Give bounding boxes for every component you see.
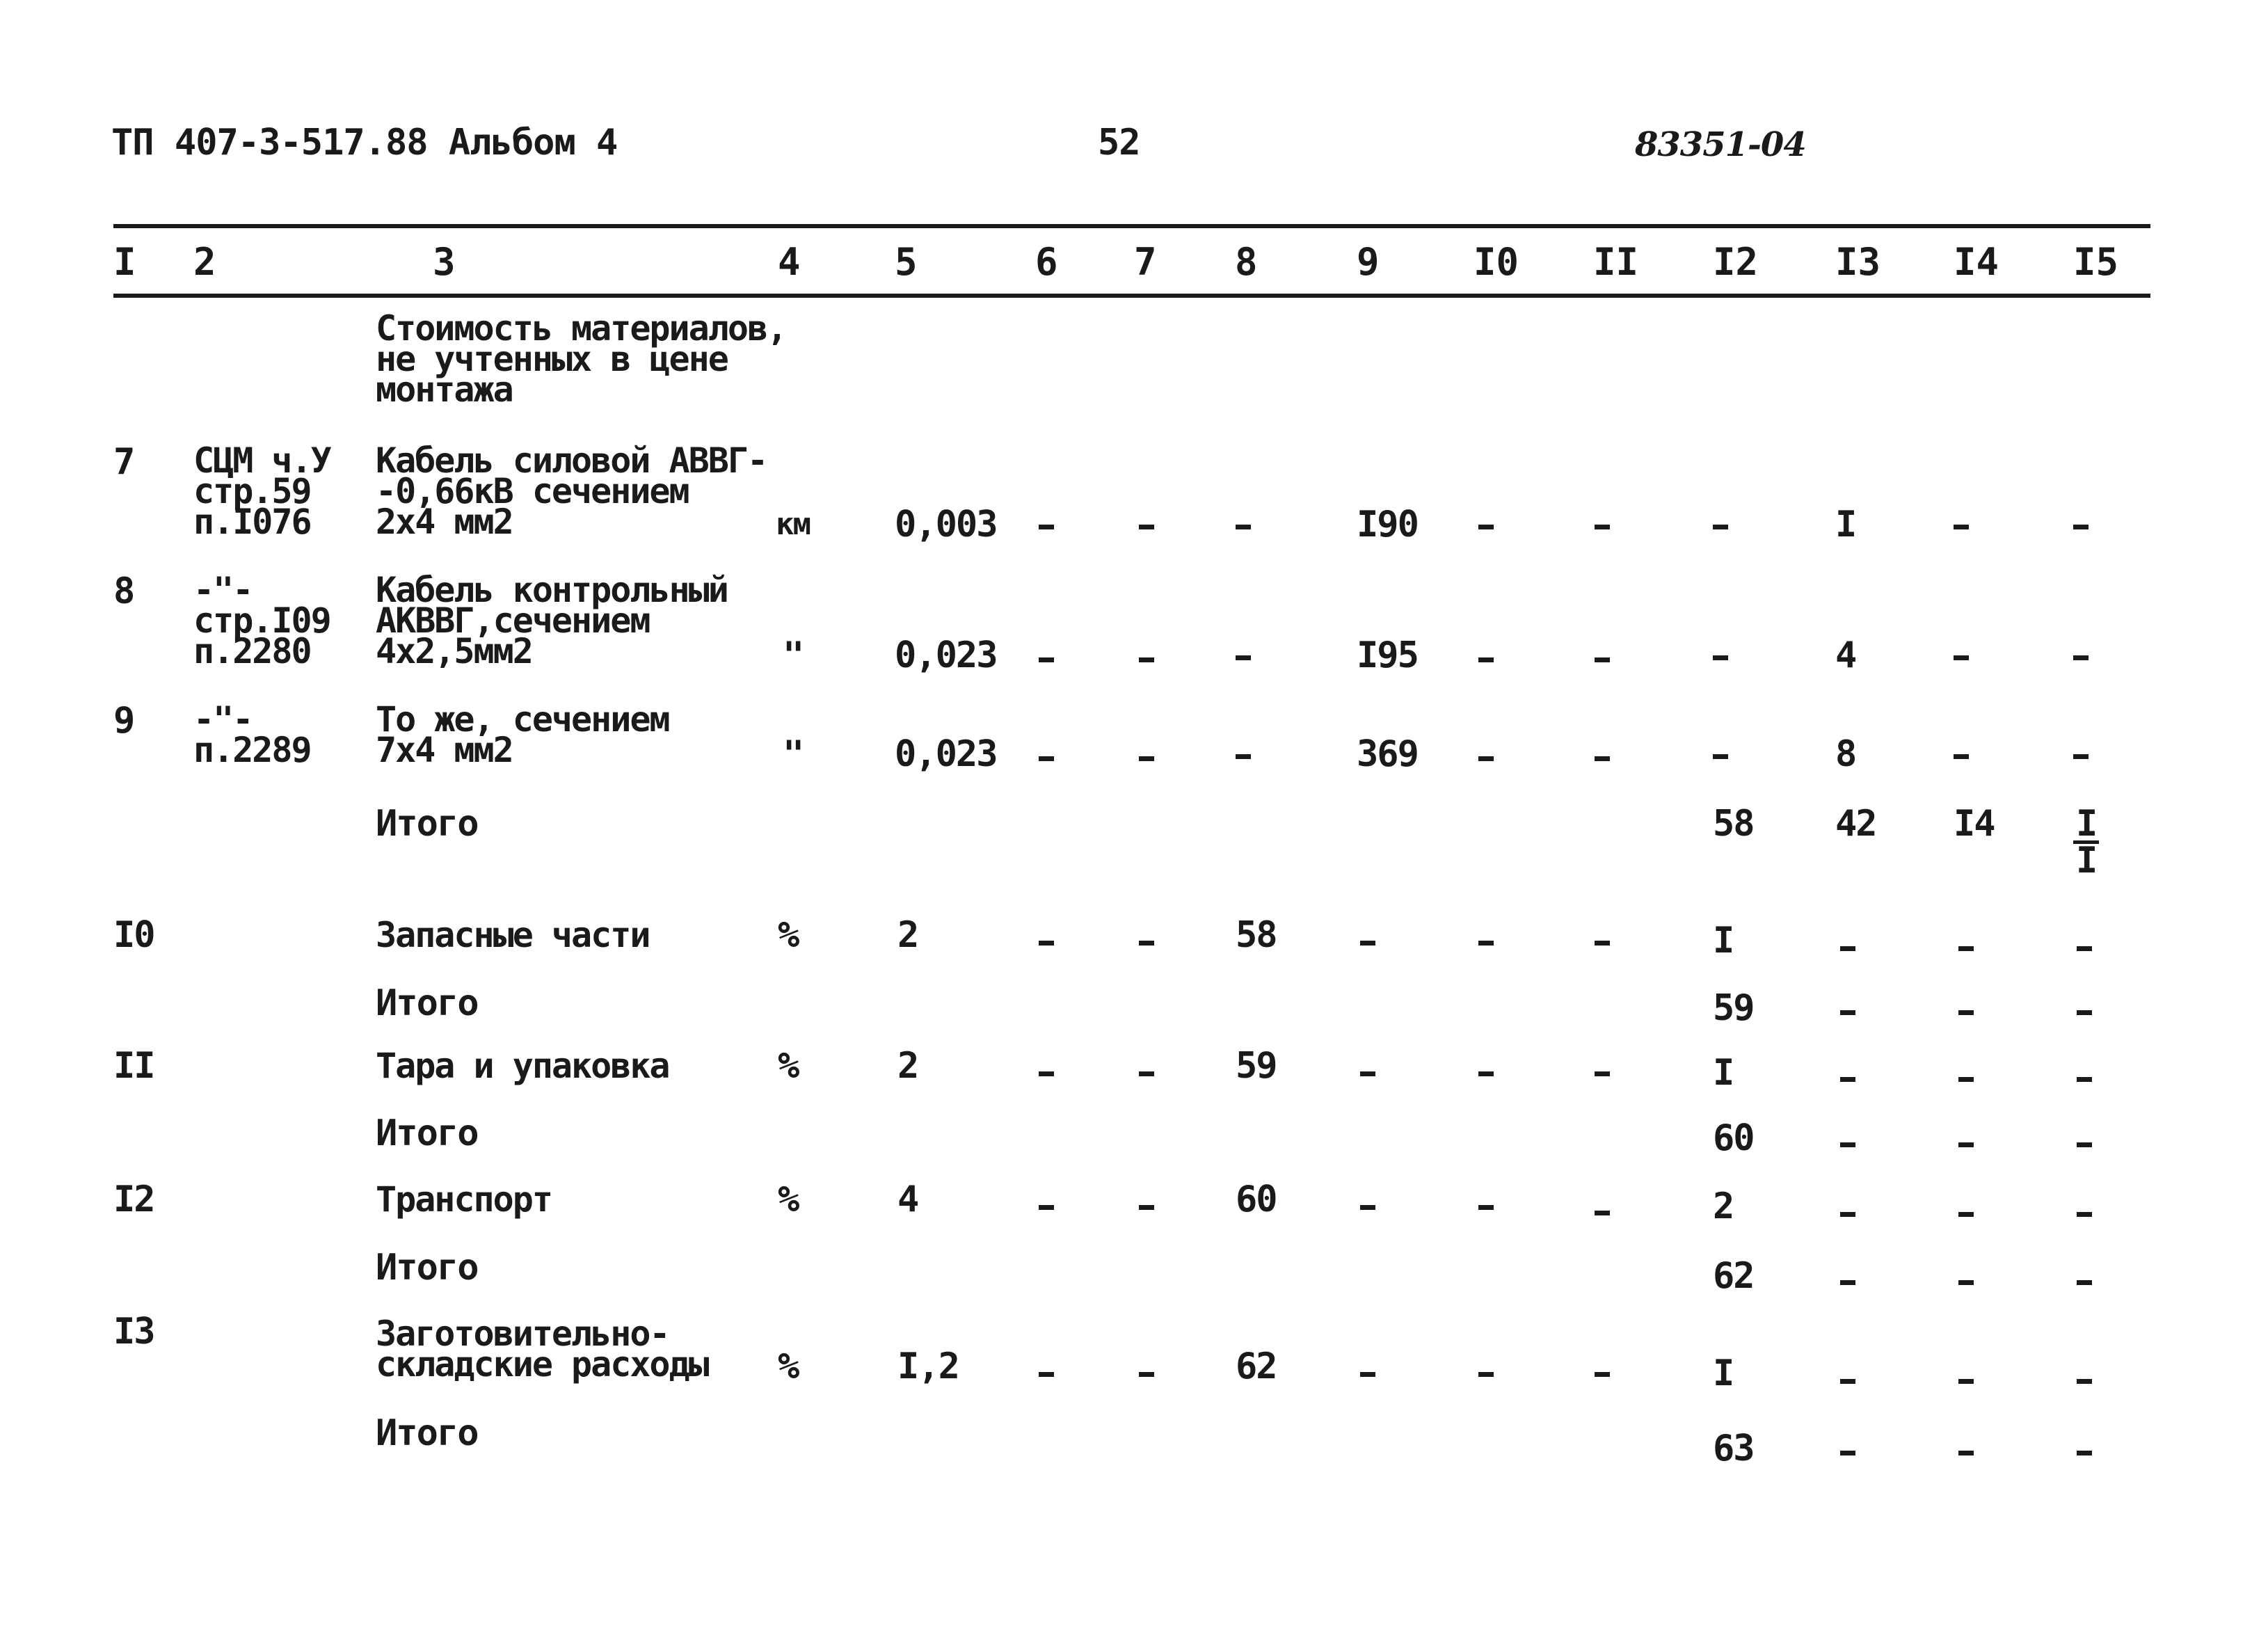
rate: 2 (897, 1045, 918, 1087)
dash (1039, 657, 1054, 662)
source-line: п.2289 (193, 730, 311, 770)
dash (1840, 1379, 1855, 1384)
col14-value (1954, 737, 1969, 771)
row-number: I3 (113, 1311, 154, 1353)
dash (1595, 1211, 1610, 1215)
dash (1039, 756, 1054, 761)
dash (1478, 941, 1494, 946)
dash (1139, 1372, 1154, 1377)
col12-value: 58 (1713, 803, 1754, 845)
col13-value: I (1835, 504, 1856, 545)
column-number: 8 (1235, 240, 1258, 284)
handwritten-reference: 83351-04 (1635, 125, 1806, 164)
column-number: I5 (2073, 240, 2119, 284)
rate: 2 (897, 914, 918, 956)
item-name: Тара и упаковка (376, 1046, 669, 1086)
dash (2077, 1280, 2092, 1285)
source-line: стр.I09 (193, 600, 330, 641)
subtotal-label: Итого (376, 1112, 478, 1154)
col8-value: 59 (1236, 1045, 1277, 1087)
col12-value (1713, 639, 1728, 672)
dash (1039, 1071, 1054, 1076)
source-reference (193, 440, 330, 542)
dash (1039, 525, 1054, 529)
dash (1595, 1071, 1610, 1076)
dash (1958, 1077, 1974, 1082)
heading-line: Стоимость материалов, (376, 308, 787, 349)
col15-value (2073, 508, 2089, 541)
dash (1478, 1205, 1494, 1210)
dash (2077, 1010, 2092, 1015)
row-number: 7 (113, 441, 134, 483)
dash (2077, 1142, 2092, 1147)
dash (1478, 657, 1494, 662)
quantity: 0,023 (895, 635, 997, 676)
document-code: ТП 407-3-517.88 Альбом 4 (111, 122, 618, 163)
dash (1360, 941, 1375, 946)
dash (1840, 946, 1855, 951)
source-line: п.2280 (193, 631, 311, 671)
unit: км (776, 507, 810, 542)
dash (1958, 1280, 1974, 1285)
dash (1360, 1205, 1375, 1210)
col15-value (2073, 737, 2089, 771)
source-line: стр.59 (193, 471, 311, 511)
heading-line: монтажа (376, 369, 513, 410)
col12-value: I (1713, 1353, 1734, 1394)
section-heading (376, 308, 787, 410)
col15-value (2073, 639, 2089, 672)
name-line: АКВВГ,сечением (376, 600, 650, 641)
col15-fraction (2073, 803, 2099, 882)
column-number: 2 (193, 240, 216, 284)
col12-value: 60 (1713, 1117, 1754, 1159)
col8-value (1236, 508, 1251, 541)
column-number: I3 (1835, 240, 1881, 284)
subtotal-label: Итого (376, 803, 478, 845)
column-number: 6 (1035, 240, 1058, 284)
name-line: 2х4 мм2 (376, 502, 513, 542)
item-name: Транспорт (376, 1179, 552, 1220)
column-number: I4 (1954, 240, 1999, 284)
col14-value (1954, 639, 1969, 672)
dash (1478, 525, 1494, 529)
col12-value: I (1713, 920, 1734, 962)
name-line: 7х4 мм2 (376, 730, 513, 770)
dash (1139, 941, 1154, 946)
fraction-numerator: I (2073, 807, 2099, 844)
col13-value: 42 (1835, 803, 1876, 845)
row-number: 8 (113, 571, 134, 612)
dash (1958, 1212, 1974, 1217)
dash (1478, 1372, 1494, 1377)
subtotal-label: Итого (376, 1412, 478, 1454)
dash (1039, 941, 1054, 946)
dash (1139, 756, 1154, 761)
dash (1840, 1077, 1855, 1082)
rate: 4 (897, 1179, 918, 1220)
column-number: II (1593, 240, 1639, 284)
source-line: СЦМ ч.У (193, 440, 330, 481)
dash (1595, 1372, 1610, 1377)
item-name: Запасные части (376, 915, 650, 955)
dash (1139, 657, 1154, 662)
dash (1840, 1212, 1855, 1217)
col12-value: 62 (1713, 1255, 1754, 1297)
dash (1840, 1280, 1855, 1285)
col8-value (1236, 737, 1251, 771)
row-number: I2 (113, 1179, 154, 1220)
source-line: -"- (193, 699, 253, 740)
item-name (376, 1314, 708, 1385)
dash (1595, 657, 1610, 662)
fraction-denominator: I (2076, 840, 2097, 882)
item-name (376, 440, 767, 542)
col9-value: 369 (1357, 733, 1418, 775)
source-reference (193, 570, 330, 671)
col14-value: I4 (1954, 803, 1995, 845)
dash (1360, 1372, 1375, 1377)
col12-value (1713, 737, 1728, 771)
col8-value (1236, 639, 1251, 672)
table-top-rule (113, 224, 2150, 228)
unit: % (778, 1346, 799, 1387)
col9-value: I95 (1357, 635, 1418, 676)
column-number: 3 (433, 240, 456, 284)
name-line: Заготовительно- (376, 1314, 669, 1354)
column-number: I2 (1713, 240, 1759, 284)
dash (1840, 1010, 1855, 1015)
dash (1595, 756, 1610, 761)
column-number: 9 (1357, 240, 1380, 284)
col14-value (1954, 508, 1969, 541)
item-name (376, 699, 669, 770)
quantity: 0,023 (895, 733, 997, 775)
name-line: 4х2,5мм2 (376, 631, 532, 671)
item-name (376, 570, 728, 671)
row-number: 9 (113, 700, 134, 742)
column-number: 7 (1134, 240, 1157, 284)
name-line: -0,66кВ сечением (376, 471, 689, 511)
dash (1840, 1451, 1855, 1455)
dash (1958, 1451, 1974, 1455)
page-number: 52 (1098, 122, 1140, 163)
row-number: I0 (113, 914, 154, 956)
dash (1478, 756, 1494, 761)
name-line: Кабель силовой АВВГ- (376, 440, 767, 481)
quantity: 0,003 (895, 504, 997, 545)
col12-value: 59 (1713, 987, 1754, 1029)
column-number: I (113, 240, 136, 284)
dash (1595, 941, 1610, 946)
col12-value: 2 (1713, 1186, 1734, 1227)
dash (1958, 946, 1974, 951)
subtotal-label: Итого (376, 982, 478, 1024)
name-line: То же, сечением (376, 699, 669, 740)
dash (2077, 1379, 2092, 1384)
col13-value: 8 (1835, 733, 1856, 775)
dash (1039, 1372, 1054, 1377)
name-line: Кабель контрольный (376, 570, 728, 610)
col9-value: I90 (1357, 504, 1418, 545)
source-line: п.I076 (193, 502, 311, 542)
source-line: -"- (193, 570, 253, 610)
dash (1958, 1379, 1974, 1384)
col12-value: 63 (1713, 1428, 1754, 1469)
unit: " (783, 733, 804, 775)
dash (1478, 1071, 1494, 1076)
dash (2077, 946, 2092, 951)
dash (1139, 1071, 1154, 1076)
col12-value: I (1713, 1052, 1734, 1094)
unit: % (778, 914, 799, 956)
name-line: складские расходы (376, 1344, 708, 1385)
column-number: 5 (895, 240, 918, 284)
dash (1139, 1205, 1154, 1210)
unit: % (778, 1045, 799, 1087)
table-header-rule (113, 294, 2150, 298)
dash (1360, 1071, 1375, 1076)
dash (2077, 1451, 2092, 1455)
column-number: I0 (1474, 240, 1519, 284)
dash (2077, 1077, 2092, 1082)
source-reference (193, 699, 311, 770)
dash (1958, 1142, 1974, 1147)
dash (1595, 525, 1610, 529)
col8-value: 58 (1236, 914, 1277, 956)
subtotal-label: Итого (376, 1247, 478, 1289)
unit: % (778, 1179, 799, 1220)
col13-value: 4 (1835, 635, 1856, 676)
col8-value: 62 (1236, 1346, 1277, 1387)
dash (1139, 525, 1154, 529)
dash (1840, 1142, 1855, 1147)
unit: " (783, 635, 804, 676)
heading-line: не учтенных в цене (376, 339, 728, 379)
rate: I,2 (897, 1346, 959, 1387)
row-number: II (113, 1045, 154, 1087)
dash (2077, 1212, 2092, 1217)
column-number: 4 (778, 240, 801, 284)
dash (1039, 1205, 1054, 1210)
col8-value: 60 (1236, 1179, 1277, 1220)
col12-value (1713, 508, 1728, 541)
dash (1958, 1010, 1974, 1015)
